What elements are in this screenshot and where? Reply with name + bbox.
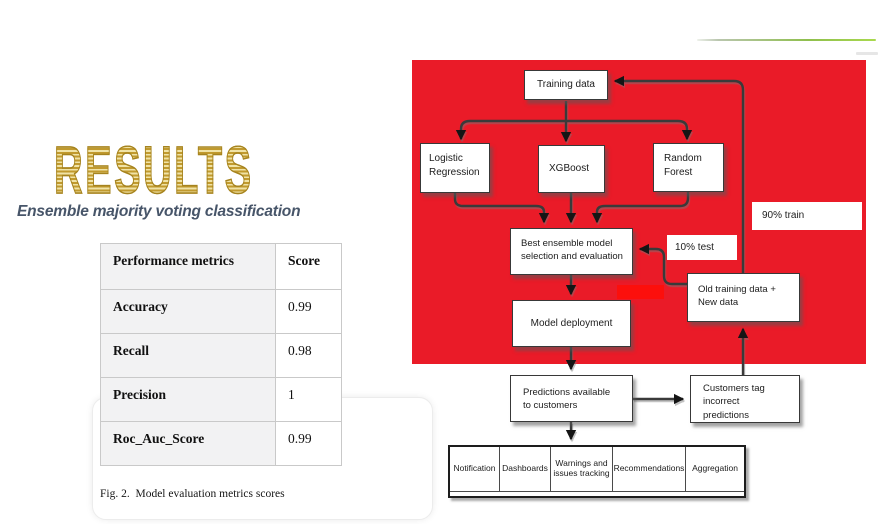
metric-value: 1 — [276, 378, 342, 422]
arrow-lr-to-best — [455, 193, 544, 222]
pipeline-cell-warnings: Warnings and issues tracking — [551, 447, 613, 491]
node-label-line: selection and evaluation — [521, 251, 623, 263]
metric-name: Precision — [101, 378, 276, 422]
pipeline-cell-notification: Notification — [450, 447, 500, 491]
metric-value: 0.98 — [276, 334, 342, 378]
pipeline-row-container — [448, 445, 746, 498]
node-label-line: Logistic — [429, 153, 463, 164]
metric-name: Roc_Auc_Score — [101, 422, 276, 466]
arrow-split-right — [566, 121, 687, 139]
slide-subtitle: Ensemble majority voting classification — [17, 203, 301, 220]
pipeline-cell-dashboards: Dashboards — [500, 447, 551, 491]
node-label-line: New data — [698, 297, 739, 309]
table-header-metric: Performance metrics — [101, 244, 276, 290]
metric-value: 0.99 — [276, 290, 342, 334]
node-label-line: Random — [664, 153, 702, 164]
node-best-ensemble — [510, 228, 633, 275]
node-label-line: predictions — [703, 409, 749, 421]
arrow-split-left — [461, 121, 566, 139]
node-label-line: to customers — [523, 400, 578, 412]
node-training-data: Training data — [524, 70, 608, 100]
node-label-line: Best ensemble model — [521, 238, 613, 249]
metric-name: Recall — [101, 334, 276, 378]
pipeline-cell-recommendations: Recommendations — [613, 447, 686, 491]
node-label-line: incorrect — [703, 396, 740, 408]
node-model-deployment: Model deployment — [512, 300, 631, 347]
node-test-split: 10% test — [667, 235, 737, 260]
node-label-line: Customers tag — [703, 383, 765, 394]
node-label-line: Forest — [664, 167, 693, 178]
node-label-line: Old training data + — [698, 284, 776, 295]
node-xgboost: XGBoost — [538, 145, 605, 193]
arrow-rf-to-best — [597, 192, 688, 222]
node-predictions — [510, 375, 633, 422]
node-random-forest — [653, 143, 724, 192]
node-customers-tag — [690, 375, 800, 423]
node-old-training-data — [687, 273, 800, 322]
pipeline-cell-aggregation: Aggregation — [692, 463, 738, 474]
table-header-score: Score — [276, 244, 342, 290]
node-train-split: 90% train — [752, 202, 862, 230]
metric-name: Accuracy — [101, 290, 276, 334]
node-logistic-regression — [420, 143, 490, 193]
page-title: RESULTS — [54, 132, 254, 208]
node-label-line: Regression — [429, 167, 480, 178]
metric-value: 0.99 — [276, 422, 342, 466]
pipeline-row — [450, 447, 744, 492]
node-label-line: Predictions available — [523, 387, 611, 398]
figure-caption: Fig. 2. Model evaluation metrics scores — [100, 488, 285, 500]
